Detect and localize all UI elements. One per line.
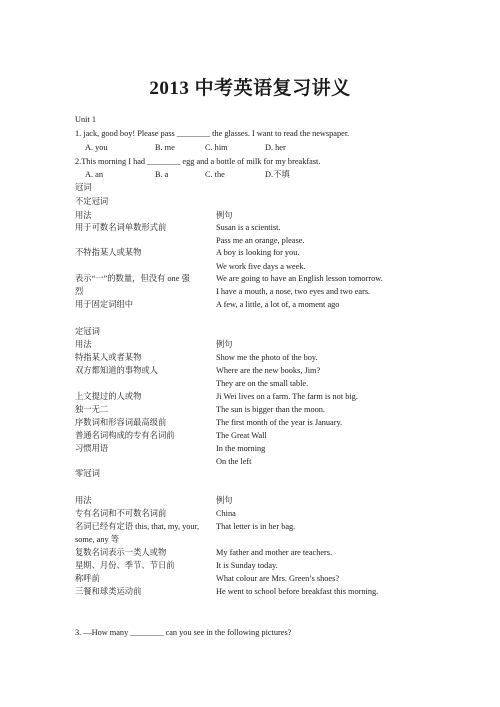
- definite-example-4a: The sun is bigger than the moon.: [216, 405, 325, 414]
- definite-example-3a: Ji Wei lives on a farm. The farm is not big.: [216, 392, 358, 401]
- indefinite-usage-1: 用于可数名词单数形式前: [75, 223, 167, 232]
- indefinite-usage-header: 用法: [75, 211, 92, 220]
- question-1-option-d: D. her: [265, 143, 286, 152]
- zero-usage-2: 名词已经有定语 this, that, my, your,: [75, 522, 200, 531]
- zero-example-7a: He went to school before breakfast this morning.: [216, 587, 379, 596]
- definite-usage-7: 习惯用语: [75, 444, 109, 453]
- definite-usage-4: 独一无二: [75, 405, 109, 414]
- definite-example-5a: The first month of the year is January.: [216, 418, 343, 427]
- indefinite-example-5a: A few, a little, a lot of, a moment ago: [216, 300, 340, 309]
- zero-usage-5: 星期、月份、季节、节日前: [75, 561, 175, 570]
- definite-usage-1: 特指某人或者某物: [75, 353, 142, 362]
- question-2-option-c: C. the: [205, 170, 225, 179]
- indefinite-example-header: 例句: [216, 211, 233, 220]
- question-2-stem: 2.This morning I had ________ egg and a bottle of milk for my breakfast.: [75, 157, 321, 166]
- definite-example-6a: The Great Wall: [216, 431, 267, 440]
- indefinite-example-1a: Susan is a scientist.: [216, 223, 281, 232]
- zero-usage-1: 专有名词和不可数名词前: [75, 509, 167, 518]
- definite-usage-2: 双方都知道的事物或人: [75, 366, 158, 375]
- zero-usage-header: 用法: [75, 496, 92, 505]
- indefinite-article-heading: 不定冠词: [75, 197, 109, 206]
- indefinite-example-3a: We are going to have an English lesson tomorrow.: [216, 274, 383, 283]
- indefinite-usage-2: 不特指某人或某物: [75, 248, 142, 257]
- definite-example-2a: Where are the new books, Jim?: [216, 366, 321, 375]
- zero-example-header: 例句: [216, 496, 233, 505]
- indefinite-example-4a: I have a mouth, a nose, two eyes and two ears.: [216, 287, 371, 296]
- zero-article-heading: 零冠词: [75, 469, 100, 478]
- definite-example-2b: They are on the small table.: [216, 379, 309, 388]
- question-1-option-c: C. him: [205, 143, 228, 152]
- question-3-stem: 3. —How many ________ can you see in the following pictures?: [75, 628, 292, 637]
- zero-usage-3: some, any 等: [75, 535, 120, 544]
- zero-example-6a: What colour are Mrs. Green’s shoes?: [216, 574, 340, 583]
- zero-example-4a: My father and mother are teachers.: [216, 548, 333, 557]
- unit-label: Unit 1: [75, 115, 96, 124]
- question-1-option-b: B. me: [155, 143, 175, 152]
- indefinite-example-1b: Pass me an orange, please.: [216, 236, 305, 245]
- definite-example-1a: Show me the photo of the boy.: [216, 353, 318, 362]
- definite-usage-6: 普通名词构成的专有名词前: [75, 431, 175, 440]
- definite-example-7a: In the morning: [216, 444, 266, 453]
- definite-example-header: 例句: [216, 340, 233, 349]
- zero-usage-4: 复数名词表示一类人或物: [75, 548, 167, 557]
- definite-usage-5: 序数词和形容词最高级前: [75, 418, 167, 427]
- page-title: 2013 中考英语复习讲义: [149, 78, 351, 99]
- section-heading-articles: 冠词: [75, 183, 92, 192]
- definite-usage-header: 用法: [75, 340, 92, 349]
- question-2-option-b: B. a: [155, 170, 169, 179]
- indefinite-example-2a: A boy is looking for you.: [216, 248, 300, 257]
- question-2-option-a: A. an: [85, 170, 103, 179]
- definite-usage-3: 上文提过的人或物: [75, 392, 142, 401]
- definite-example-7b: On the left: [216, 457, 252, 466]
- zero-example-1a: China: [216, 509, 236, 518]
- indefinite-usage-5: 用于固定词组中: [75, 300, 134, 309]
- question-1-option-a: A. you: [85, 143, 108, 152]
- zero-usage-6: 称呼前: [75, 574, 100, 583]
- zero-example-2a: That letter is in her bag.: [216, 522, 296, 531]
- zero-usage-7: 三餐和球类运动前: [75, 587, 142, 596]
- indefinite-usage-3: 表示“一”的数量，但没有 one 强: [75, 274, 190, 283]
- indefinite-example-2b: We work five days a week.: [216, 262, 306, 271]
- indefinite-usage-4: 烈: [75, 287, 84, 296]
- definite-article-heading: 定冠词: [75, 327, 100, 336]
- zero-example-5a: It is Sunday today.: [216, 561, 278, 570]
- question-2-option-d: D.不填: [265, 170, 290, 179]
- question-1-stem: 1. jack, good boy! Please pass ________ the glasses. I want to read the newspaper.: [75, 129, 350, 138]
